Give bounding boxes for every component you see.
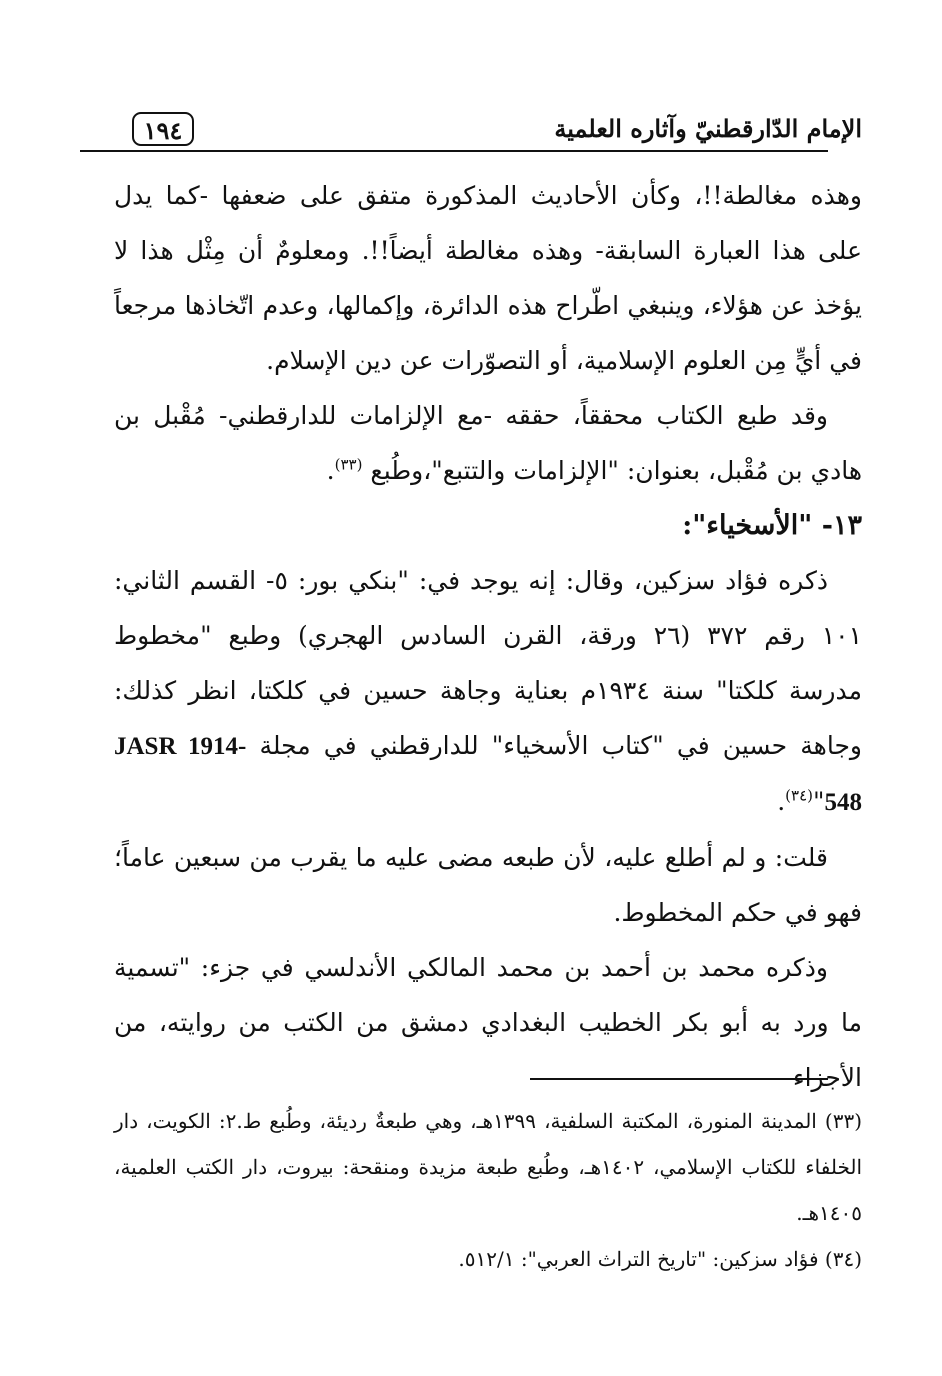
paragraph-2-end: . — [326, 456, 335, 485]
footnote-33 — [114, 1098, 862, 1236]
footnote-33-number: (٣٣) — [824, 1109, 863, 1133]
body-text — [114, 168, 862, 1105]
paragraph-4: قلت: و لم أطلع عليه، لأن طبعه مضى عليه ما يقرب من سبعين عاماً؛ فهو في حكم المخطوط. — [114, 843, 862, 927]
footnote-33-text: المدينة المنورة، المكتبة السلفية، ١٣٩٩هـ، وهي طبعةٌ رديئة، وطُبع ط.٢: الكويت، دار الخلفاء للكتاب الإسلامي، ١٤٠٢هـ، وطُبع طبعة مزيدة ومنقحة: بيروت، دار الكتب العلمية، ١٤٠٥هـ. — [114, 1109, 862, 1225]
paragraph-3-text: ذكره فؤاد سزكين، وقال: إنه يوجد في: "بنكي بور: ٥- القسم الثاني: ١٠١ رقم ٣٧٢ (٢٦ ورقة، القرن السادس الهجري) وطبع "مخطوط مدرسة كلكتا" سنة ١٩٣٤م بعناية وجاهة حسين في كلكتا، انظر كذلك: وجاهة حسين في "كتاب الأسخياء" للدارقطني في مجلة — [114, 566, 863, 760]
footnote-34-number: (٣٤) — [824, 1247, 862, 1271]
footnote-ref-34: (٣٤) — [785, 786, 813, 805]
journal-reference: JASR 1914-548 — [114, 733, 862, 816]
paragraph-2-text: وقد طبع الكتاب محققاً، حققه -مع الإلزامات للدارقطني- مُقْبل بن هادي بن مُقْبل، بعنوان: "الإلزامات والتتبع"،وطُبع — [114, 401, 862, 485]
footnotes — [114, 1098, 862, 1282]
section-heading: ١٣- "الأسخياء": — [682, 510, 862, 541]
footnote-34-text: فؤاد سزكين: "تاريخ التراث العربي": ٥١٢/١. — [458, 1247, 819, 1271]
page-number: ١٩٤ — [132, 112, 194, 146]
paragraph-2 — [114, 388, 862, 498]
paragraph-3-quote: " — [813, 787, 825, 816]
header-rule — [80, 150, 828, 152]
footnote-34 — [114, 1236, 862, 1282]
paragraph-5: وذكره محمد بن أحمد بن محمد المالكي الأندلسي في جزء: "تسمية ما ورد به أبو بكر الخطيب البغدادي دمشق من الكتب من روايته، من الأجزاء — [114, 953, 862, 1092]
footnote-ref-33: (٣٣) — [334, 455, 363, 474]
footnote-rule — [530, 1078, 828, 1080]
paragraph-3-end: . — [777, 787, 786, 816]
paragraph-3 — [114, 553, 862, 830]
running-title: الإمام الدّارقطنيّ وآثاره العلمية — [554, 114, 862, 143]
paragraph-1: وهذه مغالطة!!، وكأن الأحاديث المذكورة متفق على ضعفها -كما يدل على هذا العبارة السابقة- وهذه مغالطة أيضاً!!. ومعلومٌ أن مِثْل هذا لا يؤخذ عن هؤلاء، وينبغي اطّراح هذه الدائرة، وإكمالها، وعدم اتّخاذها مرجعاً في أيٍّ مِن العلوم الإسلامية، أو التصوّرات عن دين الإسلام. — [114, 181, 862, 375]
